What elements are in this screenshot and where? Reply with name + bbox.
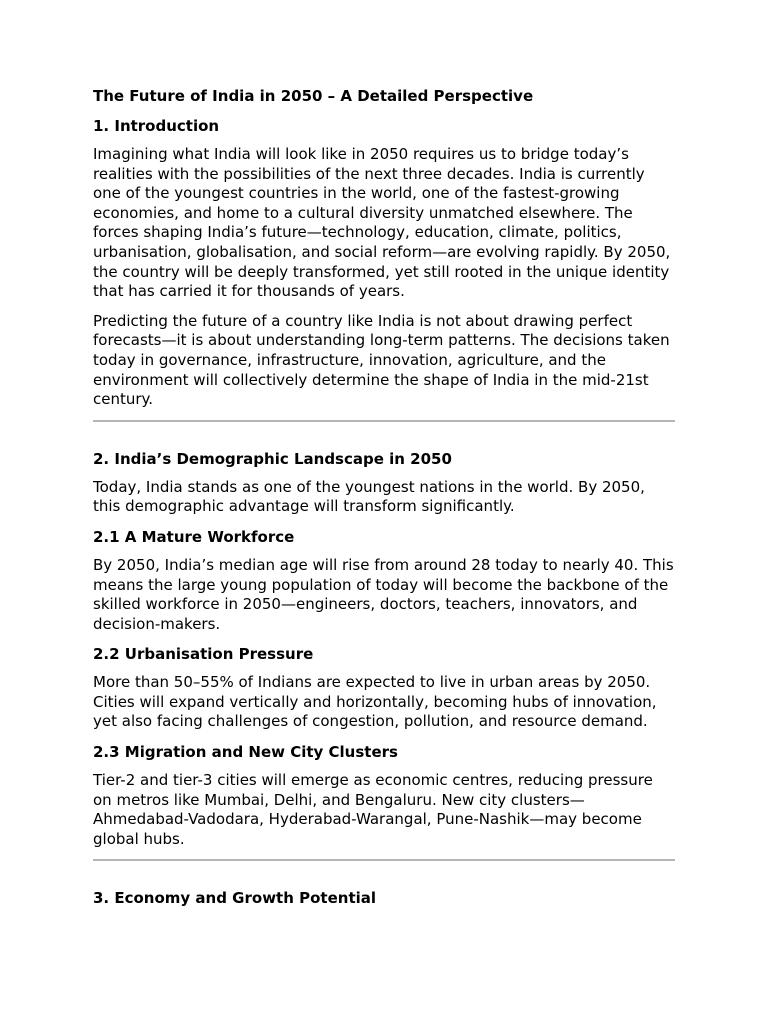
document-title: The Future of India in 2050 – A Detailed Perspective [93,87,534,105]
demographics-intro-paragraph: Today, India stands as one of the youngest nations in the world. By 2050, this demographic advantage will transform significantly. [93,477,645,516]
migration-paragraph: Tier-2 and tier-3 cities will emerge as economic centres, reducing pressure on metros like Mumbai, Delhi, and Bengaluru. New city clusters—Ahmedabad-Vadodara, Hyderabad-Warangal, Pune-Nashik—may become global hubs. [93,771,653,848]
document-page [93,86,675,917]
subsection-heading-workforce: 2.1 A Mature Workforce [93,527,295,546]
section-divider [93,420,675,422]
section-heading-demographics: 2. India’s Demographic Landscape in 2050 [93,449,452,468]
section-heading-introduction: 1. Introduction [93,117,220,135]
section-heading-economy: 3. Economy and Growth Potential [93,889,377,908]
section-divider [93,859,675,861]
introduction-paragraph-2: Predicting the future of a country like India is not about drawing perfect forecasts—it is about understanding long-term patterns. The decisions taken today in governance, infrastructure, innovation, agriculture, and the environment will collectively determine the shape of India in the mid-21st century. [93,311,670,409]
workforce-paragraph: By 2050, India’s median age will rise from around 28 today to nearly 40. This means the large young population of today will become the backbone of the skilled workforce in 2050—engineers, doctors, teachers, innovators, and decision-makers. [93,555,674,633]
subsection-heading-urbanisation: 2.2 Urbanisation Pressure [93,645,314,664]
urbanisation-paragraph: More than 50–55% of Indians are expected to live in urban areas by 2050. Cities will expand vertically and horizontally, becoming hubs of innovation, yet also facing challenges of congestion, pollution, and resource demand. [93,673,657,731]
subsection-heading-migration: 2.3 Migration and New City Clusters [93,743,398,762]
introduction-paragraph-1: Imagining what India will look like in 2050 requires us to bridge today’s realities with the possibilities of the next three decades. India is currently one of the youngest countries in the world, one of the fastest-growing economies, and home to a cultural diversity unmatched elsewhere. The forces shaping India’s future—technology, education, climate, politics, urbanisation, globalisation, and social reform—are evolving rapidly. By 2050, the country will be deeply transformed, yet still rooted in the unique identity that has carried it for thousands of years. [93,145,671,301]
